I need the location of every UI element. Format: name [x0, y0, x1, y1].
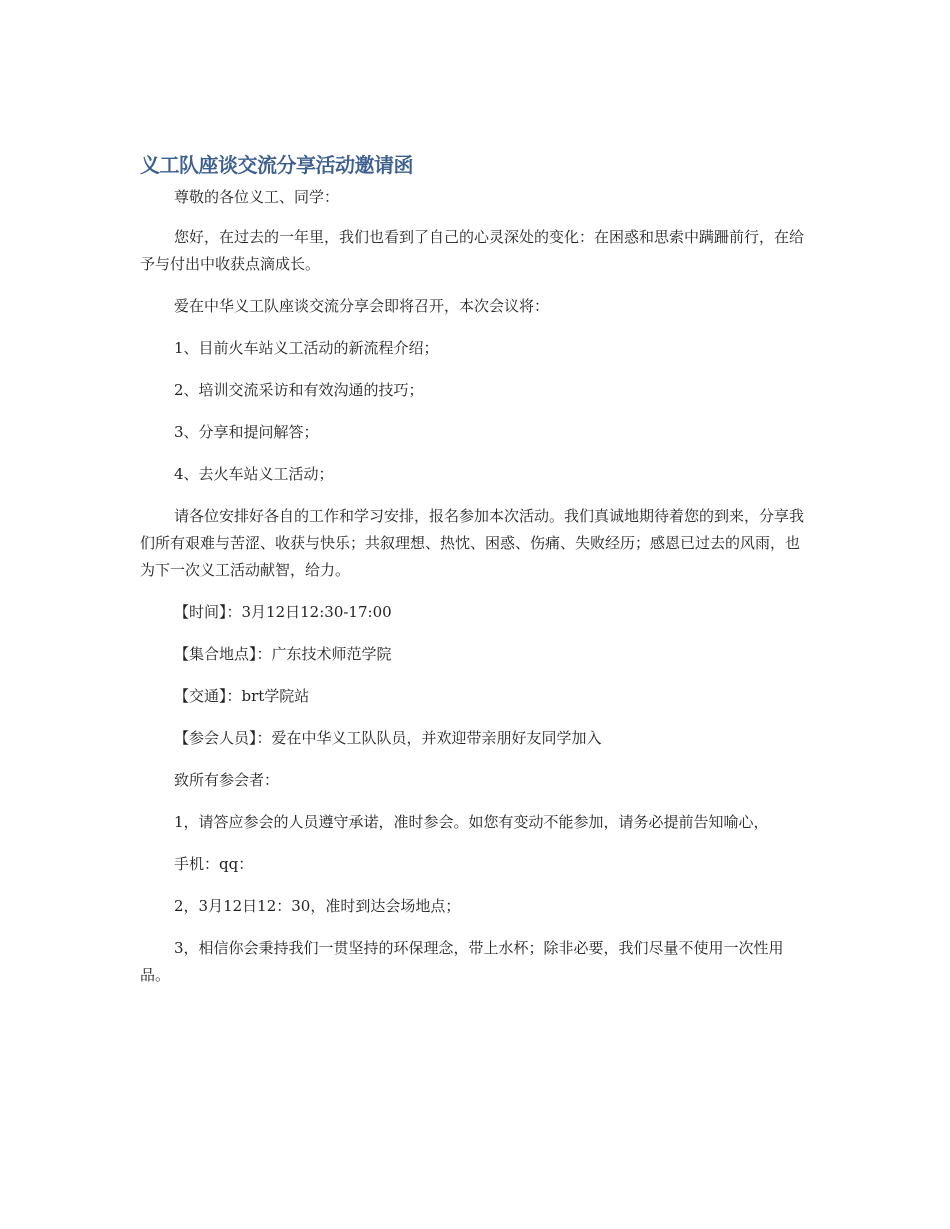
note-1: 1，请答应参会的人员遵守承诺，准时参会。如您有变动不能参加，请务必提前告知喻心， [174, 813, 769, 831]
attendee-salutation: 致所有参会者： [174, 771, 280, 789]
agenda-item-3: 3、分享和提问解答； [174, 423, 319, 441]
intro-paragraph: 您好，在过去的一年里，我们也看到了自己的心灵深处的变化：在困惑和思索中蹒跚前行，在给予与付出中收获点滴成长。 [140, 228, 805, 273]
agenda-item-2: 2、培训交流采访和有效沟通的技巧； [174, 381, 424, 399]
document-title: 义工队座谈交流分享活动邀请函 [140, 153, 413, 177]
agenda-item-1: 1、目前火车站义工活动的新流程介绍； [174, 339, 439, 357]
note-2: 2，3月12日12：30，准时到达会场地点； [174, 897, 461, 915]
event-transport: 【交通】：brt学院站 [174, 687, 310, 705]
agenda-item-4: 4、去火车站义工活动； [174, 465, 334, 483]
invitation-paragraph: 请各位安排好各自的工作和学习安排，报名参加本次活动。我们真诚地期待着您的到来，分享我们所有艰难与苦涩、收获与快乐；共叙理想、热忱、困惑、伤痛、失败经历；感恩已过去的风雨，也为下一次义工活动献智，给力。 [140, 507, 805, 579]
contact-line: 手机：qq： [174, 855, 254, 873]
meeting-announcement: 爱在中华义工队座谈交流分享会即将召开，本次会议将： [174, 297, 550, 315]
event-attendees: 【参会人员】：爱在中华义工队队员，并欢迎带亲朋好友同学加入 [174, 729, 602, 747]
note-3: 3，相信你会秉持我们一贯坚持的环保理念，带上水杯；除非必要，我们尽量不使用一次性用品。 [140, 939, 784, 984]
document-page [140, 150, 810, 1004]
salutation: 尊敬的各位义工、同学： [174, 188, 340, 206]
event-time: 【时间】：3月12日12:30-17:00 [174, 603, 392, 621]
event-location: 【集合地点】：广东技术师范学院 [174, 645, 392, 663]
